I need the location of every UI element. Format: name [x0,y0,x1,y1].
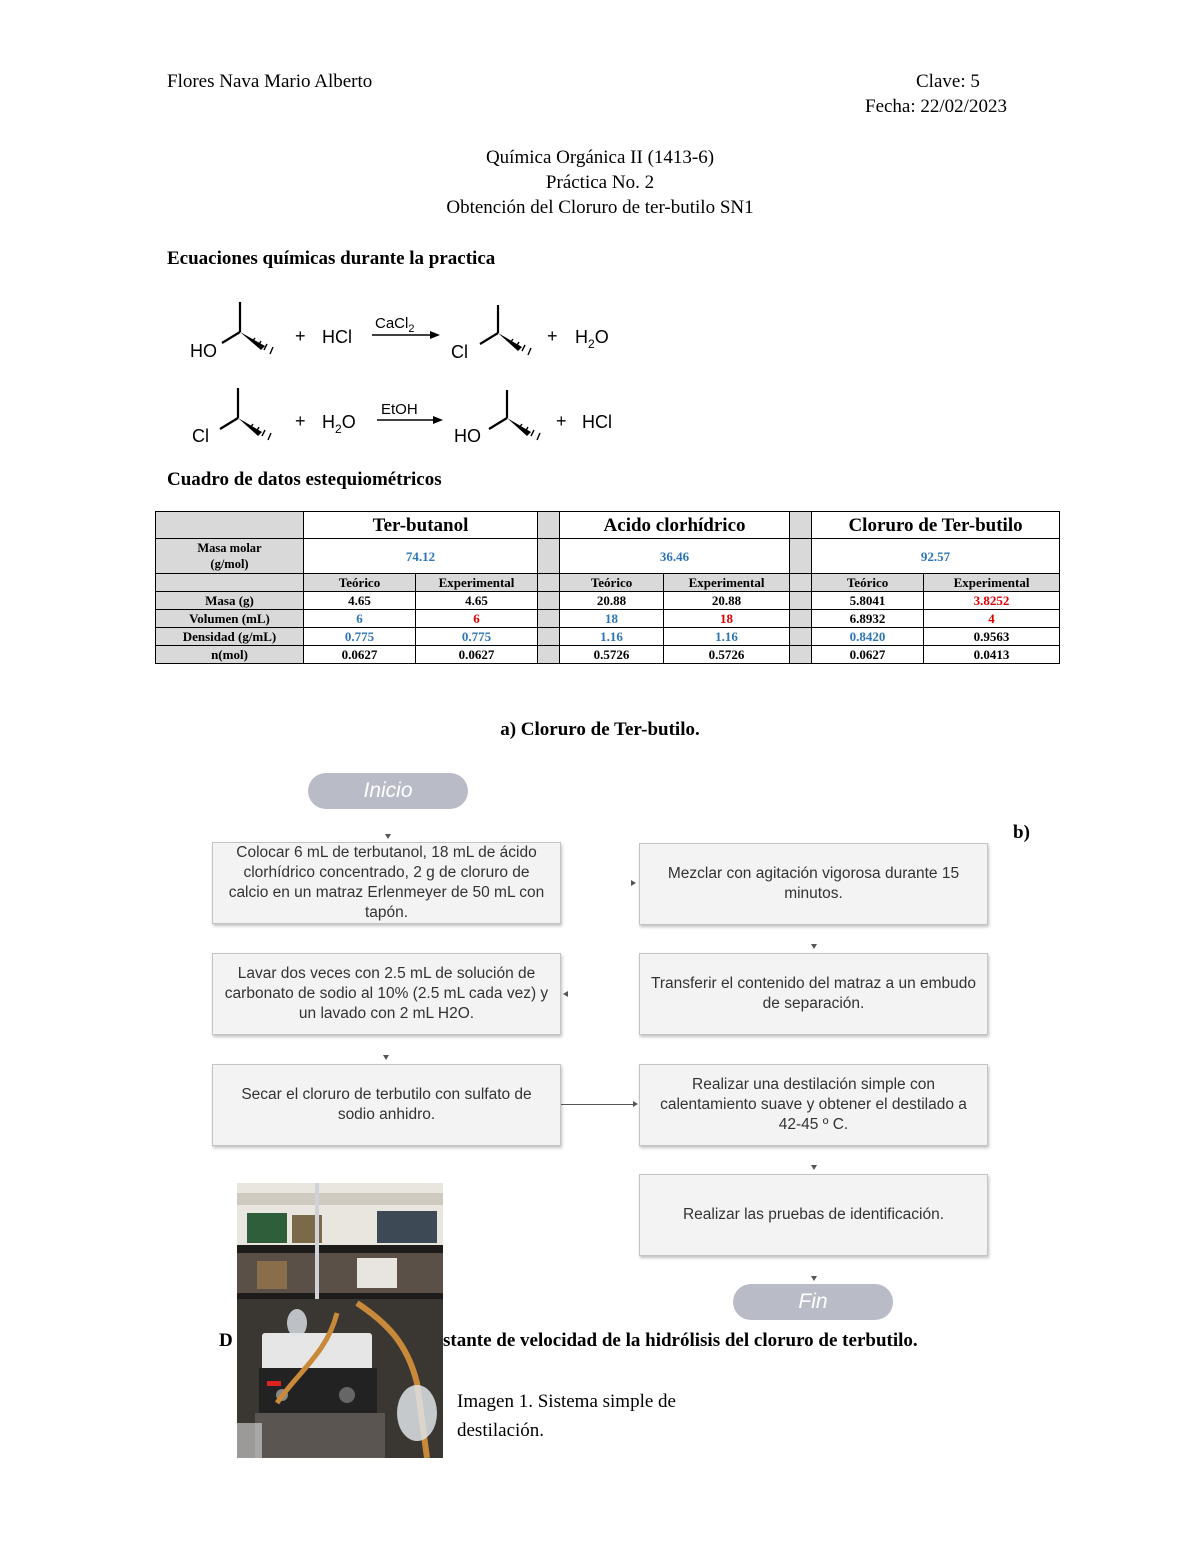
table-cell: 20.88 [664,592,790,610]
clave-label: Clave: 5 [916,71,980,92]
r1-catalyst-sub: 2 [408,323,415,335]
r1-product2-end: O [594,327,609,347]
table-cell: 6.8932 [812,610,924,628]
r1-catalyst: CaCl [375,315,409,332]
row-label: Volumen (mL) [156,610,304,628]
arrow-right-icon [631,880,636,886]
flow-step-3: Transferir el contenido del matraz a un embudo de separación. [639,953,988,1035]
flow-step-2: Mezclar con agitación vigorosa durante 15 minutos. [639,843,988,925]
table-cell: 0.5726 [560,646,664,664]
practice-title: Obtención del Cloruro de ter-butilo SN1 [446,197,754,218]
arrow-down-icon [385,834,391,839]
date-label: Fecha: 22/02/2023 [865,96,1007,117]
table-heading: Cuadro de datos estequiométricos [167,469,442,490]
sub-header: Teórico [812,574,924,592]
author-name: Flores Nava Mario Alberto [167,71,373,92]
reaction-1 [160,295,640,370]
caption-line-2: destilación. [457,1420,545,1441]
molar-mass-label: Masa molar (g/mol) [156,539,304,574]
arrow-head [433,416,443,424]
connector-line [561,1104,633,1105]
r2-reactant-group: Cl [192,426,209,446]
row-label: n(mol) [156,646,304,664]
sub-header: Experimental [924,574,1060,592]
caption-line-1: Imagen 1. Sistema simple de [457,1391,676,1412]
distillation-photo [237,1183,443,1458]
table-row [156,646,1060,664]
flow-step-7: Realizar las pruebas de identificación. [639,1174,988,1256]
table-row [156,628,1060,646]
molar-mass-value: 92.57 [812,539,1060,574]
table-cell: 1.16 [664,628,790,646]
molar-mass-value: 36.46 [560,539,790,574]
table-cell: 1.16 [560,628,664,646]
compound-header: Acido clorhídrico [560,512,790,539]
row-label: Masa (g) [156,592,304,610]
bond-line [489,418,507,429]
row-label: Densidad (g/mL) [156,628,304,646]
r1-product-group: Cl [451,342,468,362]
arrow-down-icon [811,944,817,949]
table-cell: 0.775 [416,628,538,646]
table-cell: 0.9563 [924,628,1060,646]
reaction-2 [160,380,640,455]
label-b: b) [1013,822,1030,843]
r2-reactant2-sub: 2 [335,422,342,436]
bond-line [220,418,238,429]
table-cell: 0.0627 [812,646,924,664]
flow-step-6: Realizar una destilación simple con calentamiento suave y obtener el destilado a 42-45 º C. [639,1064,988,1146]
r1-reactant2: HCl [322,327,352,347]
table-cell: 0.775 [304,628,416,646]
compound-header: Ter-butanol [304,512,538,539]
r1-reactant-group: HO [190,341,217,361]
table-cell: 20.88 [560,592,664,610]
table-cell: 4.65 [416,592,538,610]
table-cell: 5.8041 [812,592,924,610]
r2-product2: HCl [582,412,612,432]
arrow-down-icon [383,1055,389,1060]
table-cell: 4 [924,610,1060,628]
svg-text:H2O [575,327,609,351]
molar-mass-row [156,539,1060,574]
stoichiometric-table [155,511,1060,664]
table-cell: 3.8252 [924,592,1060,610]
r2-reactant2-end: O [341,412,356,432]
molar-mass-value: 74.12 [304,539,538,574]
plus-sign: + [295,411,306,431]
svg-text:H2O [322,412,356,436]
flow-step-4: Lavar dos veces con 2.5 mL de solución de carbonato de sodio al 10% (2.5 mL cada vez) y un lavado con 2 mL H2O. [212,953,561,1035]
table-cell: 18 [560,610,664,628]
r2-product-group: HO [454,426,481,446]
table-cell: 0.8420 [812,628,924,646]
flow-start: Inicio [308,773,468,809]
bond-line [480,333,498,344]
flow-step-1: Colocar 6 mL de terbutanol, 18 mL de ácido clorhídrico concentrado, 2 g de cloruro de calcio en un matraz Erlenmeyer de 50 mL con tapón. [212,842,561,924]
table-cell: 6 [416,610,538,628]
hydrolysis-heading-start: D [219,1330,233,1351]
hydrolysis-heading-end: stante de velocidad de la hidrólisis del cloruro de terbutilo. [443,1330,918,1351]
practice-number: Práctica No. 2 [545,172,655,193]
table-row [156,610,1060,628]
plus-sign: + [295,326,306,346]
table-cell: 18 [664,610,790,628]
table-cell: 0.5726 [664,646,790,664]
svg-text:CaCl2 [375,315,414,335]
r2-reactant2: H [322,412,335,432]
bond-line [222,332,240,343]
table-row [156,592,1060,610]
flow-step-5: Secar el cloruro de terbutilo con sulfato de sodio anhidro. [212,1064,561,1146]
arrow-head [430,331,440,339]
arrow-down-icon [811,1165,817,1170]
arrow-down-icon [811,1276,817,1281]
table-cell: 0.0627 [304,646,416,664]
sub-header: Experimental [664,574,790,592]
table-cell: 6 [304,610,416,628]
plus-sign: + [556,411,567,431]
arrow-left-icon [563,991,568,997]
flow-end: Fin [733,1284,893,1320]
r1-product2-sub: 2 [588,337,595,351]
r1-product2: H [575,327,588,347]
equations-heading: Ecuaciones químicas durante la practica [167,248,496,269]
course-title: Química Orgánica II (1413-6) [485,147,715,168]
table-cell: 4.65 [304,592,416,610]
table-cell: 0.0413 [924,646,1060,664]
r2-catalyst: EtOH [381,401,418,418]
sub-header-row [156,574,1060,592]
sub-header: Teórico [560,574,664,592]
arrow-right-icon [633,1101,638,1107]
photo-caption [457,1387,676,1445]
section-a-heading: a) Cloruro de Ter-butilo. [500,719,700,740]
sub-header: Teórico [304,574,416,592]
compound-header: Cloruro de Ter-butilo [812,512,1060,539]
plus-sign: + [547,326,558,346]
table-cell: 0.0627 [416,646,538,664]
table-header-row [156,512,1060,539]
sub-header: Experimental [416,574,538,592]
